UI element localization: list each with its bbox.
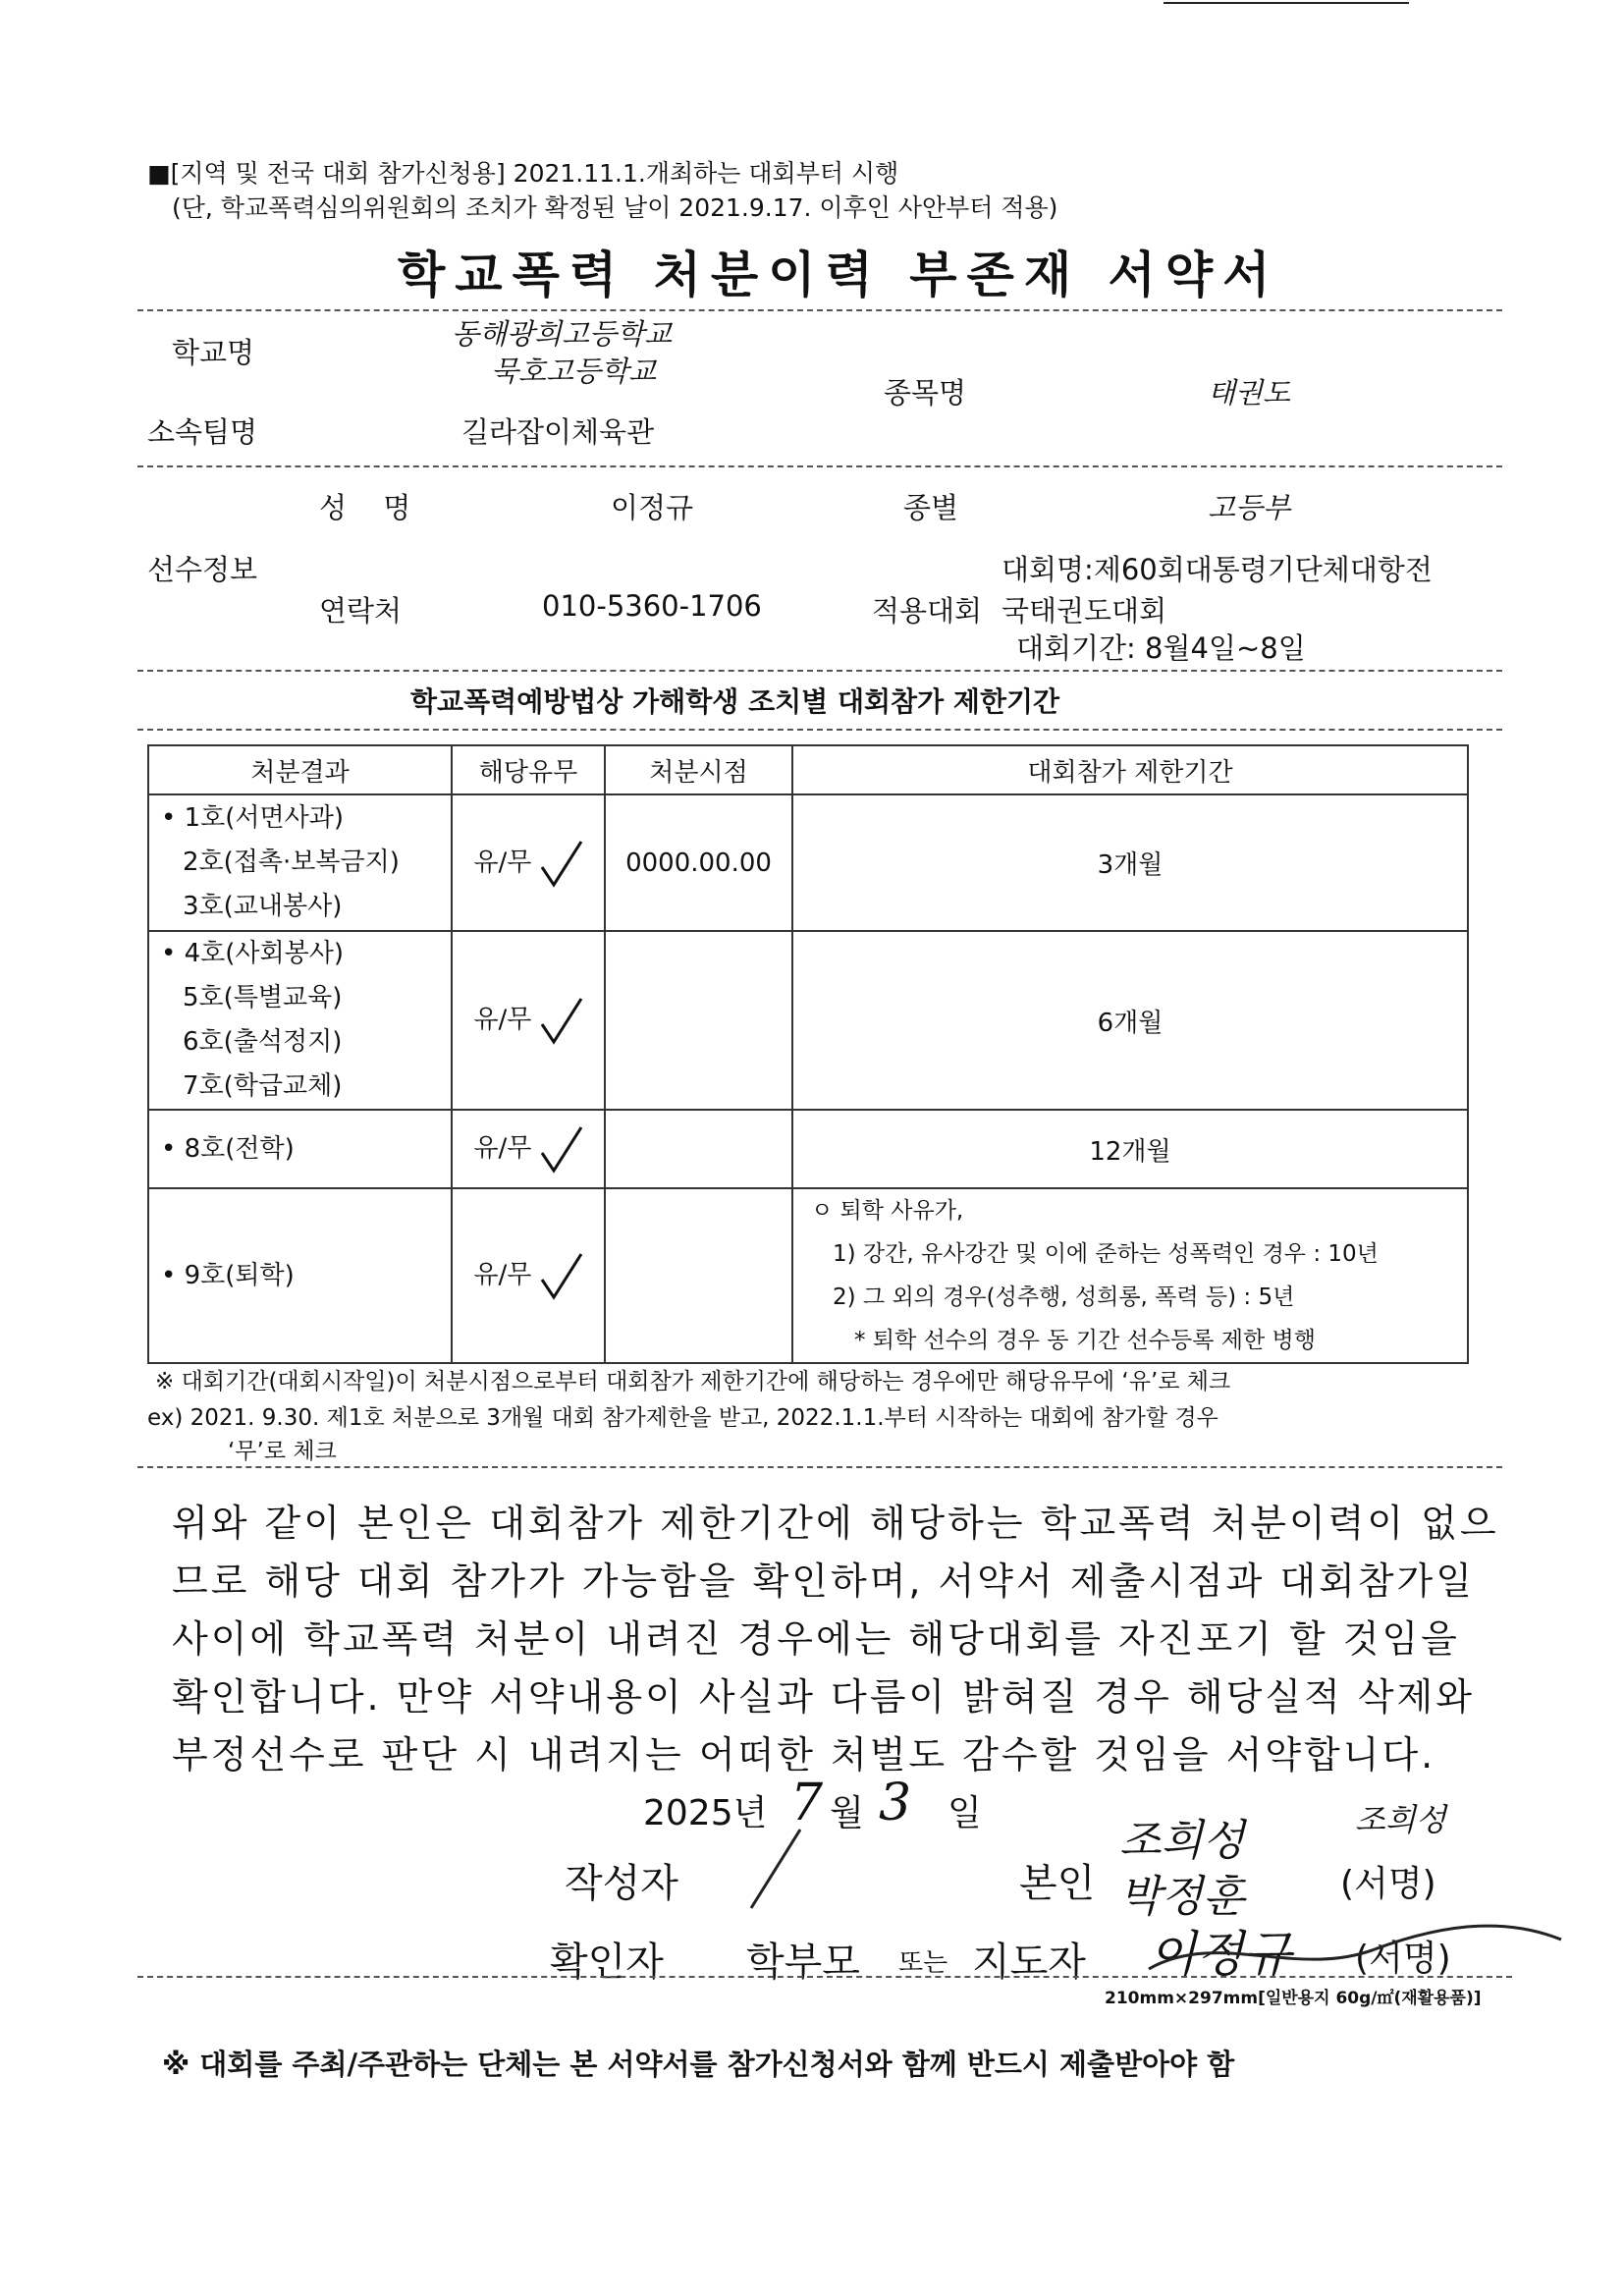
header-limit: 대회참가 제한기간 <box>792 745 1468 794</box>
table-row <box>148 1110 1468 1188</box>
result-cell <box>148 1110 452 1188</box>
limit-cell <box>792 1188 1468 1363</box>
item-3: 3호(교내봉사) <box>183 892 343 921</box>
event-value: 태권도 <box>1208 376 1291 410</box>
scan-mark-top <box>1164 2 1409 4</box>
document-title: 학교폭력 처분이력 부존재 서약서 <box>398 246 1280 303</box>
divider <box>137 670 1502 672</box>
divider <box>137 729 1502 731</box>
statement-line: 므로 해당 대회 참가가 가능함을 확인하며, 서약서 제출시점과 대회참가일 <box>172 1559 1475 1603</box>
date-cell <box>605 1188 792 1363</box>
school-value-1: 동해광희고등학교 <box>452 317 673 351</box>
competition-name-2: 국태권도대회 <box>1001 594 1167 628</box>
divider <box>137 1466 1502 1468</box>
item-6: 6호(출석정지) <box>183 1027 343 1057</box>
team-value: 길라잡이체육관 <box>461 415 655 449</box>
parent-label: 학부모 <box>746 1940 860 1985</box>
item-8: • 8호(전학) <box>161 1133 295 1164</box>
notice-line-2: (단, 학교폭력심의위원회의 조치가 확정된 날이 2021.9.17. 이후인 사안부터 적용) <box>172 193 1058 222</box>
yn-text: 유/무 <box>473 847 532 877</box>
result-cell <box>148 931 452 1110</box>
date-cell <box>605 931 792 1110</box>
team-label: 소속팀명 <box>147 415 258 449</box>
statement-line: 위와 같이 본인은 대회참가 제한기간에 해당하는 학교폭력 처분이력이 없으 <box>172 1502 1499 1545</box>
contact-label: 연락처 <box>319 594 403 628</box>
name-label: 성 명 <box>319 491 425 524</box>
statement-line: 확인합니다. 만약 서약내용이 사실과 다름이 밝혀질 경우 해당실적 삭제와 <box>172 1675 1475 1719</box>
coach-label: 지도자 <box>972 1940 1086 1985</box>
notice-line-1: ■[지역 및 전국 대회 참가신청용] 2021.11.1.개최하는 대회부터 시행 <box>147 159 899 188</box>
table-caption: 학교폭력예방법상 가해학생 조치별 대회참가 제한기간 <box>410 685 1060 718</box>
divider <box>137 465 1502 467</box>
divider <box>137 1976 1512 1978</box>
school-value-2: 묵호고등학교 <box>491 355 657 388</box>
limit-line: 1) 강간, 유사강간 및 이에 준하는 성폭력인 경우 : 10년 <box>833 1241 1379 1267</box>
category-value: 고등부 <box>1208 491 1291 524</box>
self-sign-right: 조희성 <box>1355 1801 1446 1838</box>
event-label: 종목명 <box>884 376 967 410</box>
limit-cell: 6개월 <box>792 931 1468 1110</box>
self-sign-2: 박정훈 <box>1119 1872 1245 1922</box>
limit-line: 2) 그 외의 경우(성추행, 성희롱, 폭력 등) : 5년 <box>833 1285 1295 1310</box>
limit-line: * 퇴학 선수의 경우 동 기간 선수등록 제한 병행 <box>854 1328 1316 1353</box>
applicable-cell <box>452 931 605 1110</box>
applied-label: 적용대회 <box>872 594 983 628</box>
yn-text: 유/무 <box>473 1260 532 1290</box>
paper-spec: 210mm×297mm[일반용지 60g/㎡(재활용품)] <box>1105 1989 1482 2008</box>
date-year: 2025년 <box>643 1793 768 1833</box>
result-cell <box>148 1188 452 1363</box>
limit-cell: 12개월 <box>792 1110 1468 1188</box>
self-sign-1: 조희성 <box>1119 1816 1245 1866</box>
date-cell <box>605 1110 792 1188</box>
applicable-cell <box>452 1110 605 1188</box>
header-result: 처분결과 <box>148 745 452 794</box>
table-row <box>148 1188 1468 1363</box>
limit-cell: 3개월 <box>792 794 1468 931</box>
check-mark-icon <box>540 1250 583 1301</box>
check-mark-icon <box>540 838 583 889</box>
or-label: 또는 <box>898 1948 948 1978</box>
item-7: 7호(학급교체) <box>183 1071 343 1101</box>
competition-name: 대회명:제60회대통령기단체대항전 <box>1001 553 1433 586</box>
competition-period: 대회기간: 8월4일~8일 <box>1016 631 1306 665</box>
item-4: • 4호(사회봉사) <box>161 939 345 968</box>
check-mark-icon <box>540 1123 583 1175</box>
writer-label: 작성자 <box>565 1861 678 1906</box>
coach-sign: 이정규 <box>1149 1926 1291 1983</box>
item-1: • 1호(서면사과) <box>161 803 345 833</box>
item-9: • 9호(퇴학) <box>161 1260 295 1290</box>
footer-note: ※ 대회를 주최/주관하는 단체는 본 서약서를 참가신청서와 함께 반드시 제출받아야 함 <box>162 2048 1235 2081</box>
school-label: 학교명 <box>172 336 255 369</box>
writer-slash-mark <box>746 1825 805 1913</box>
name-value: 이정규 <box>611 491 694 524</box>
check-mark-icon <box>540 995 583 1046</box>
applicable-cell <box>452 794 605 931</box>
athlete-label: 선수정보 <box>147 553 258 586</box>
result-cell <box>148 794 452 931</box>
statement-line: 사이에 학교폭력 처분이 내려진 경우에는 해당대회를 자진포기 할 것임을 <box>172 1617 1460 1661</box>
yn-text: 유/무 <box>473 1005 532 1035</box>
date-day-label: 일 <box>947 1793 982 1833</box>
limit-line: ㅇ 퇴학 사유가, <box>811 1198 964 1224</box>
yn-text: 유/무 <box>473 1133 532 1164</box>
statement-line: 부정선수로 판단 시 내려지는 어떠한 처벌도 감수할 것임을 서약합니다. <box>172 1733 1436 1777</box>
date-cell: 0000.00.00 <box>605 794 792 931</box>
header-date: 처분시점 <box>605 745 792 794</box>
item-2: 2호(접촉·보복금지) <box>183 847 400 877</box>
date-day-value: 3 <box>879 1774 912 1832</box>
header-applicable: 해당유무 <box>452 745 605 794</box>
confirmer-label: 확인자 <box>550 1940 664 1985</box>
self-label: 본인 <box>1019 1861 1096 1906</box>
contact-value: 010-5360-1706 <box>542 589 762 623</box>
item-5: 5호(특별교육) <box>183 983 343 1012</box>
table-row <box>148 931 1468 1110</box>
table-row <box>148 794 1468 931</box>
date-month-label: 월 <box>830 1793 864 1833</box>
note-2: ex) 2021. 9.30. 제1호 처분으로 3개월 대회 참가제한을 받고, 2022.1.1.부터 시작하는 대회에 참가할 경우 <box>147 1405 1218 1431</box>
table-header-row <box>148 745 1468 794</box>
self-suffix: (서명) <box>1340 1864 1436 1904</box>
date-month-value: 7 <box>790 1774 824 1832</box>
divider <box>137 309 1502 311</box>
note-3: ‘무’로 체크 <box>228 1439 337 1464</box>
applicable-cell <box>452 1188 605 1363</box>
category-label: 종별 <box>903 491 959 524</box>
sanctions-table <box>147 744 1469 1364</box>
note-1: ※ 대회기간(대회시작일)이 처분시점으로부터 대회참가 제한기간에 해당하는 경우에만 해당유무에 ‘유’로 체크 <box>155 1369 1231 1394</box>
coach-suffix: (서명) <box>1355 1939 1451 1979</box>
